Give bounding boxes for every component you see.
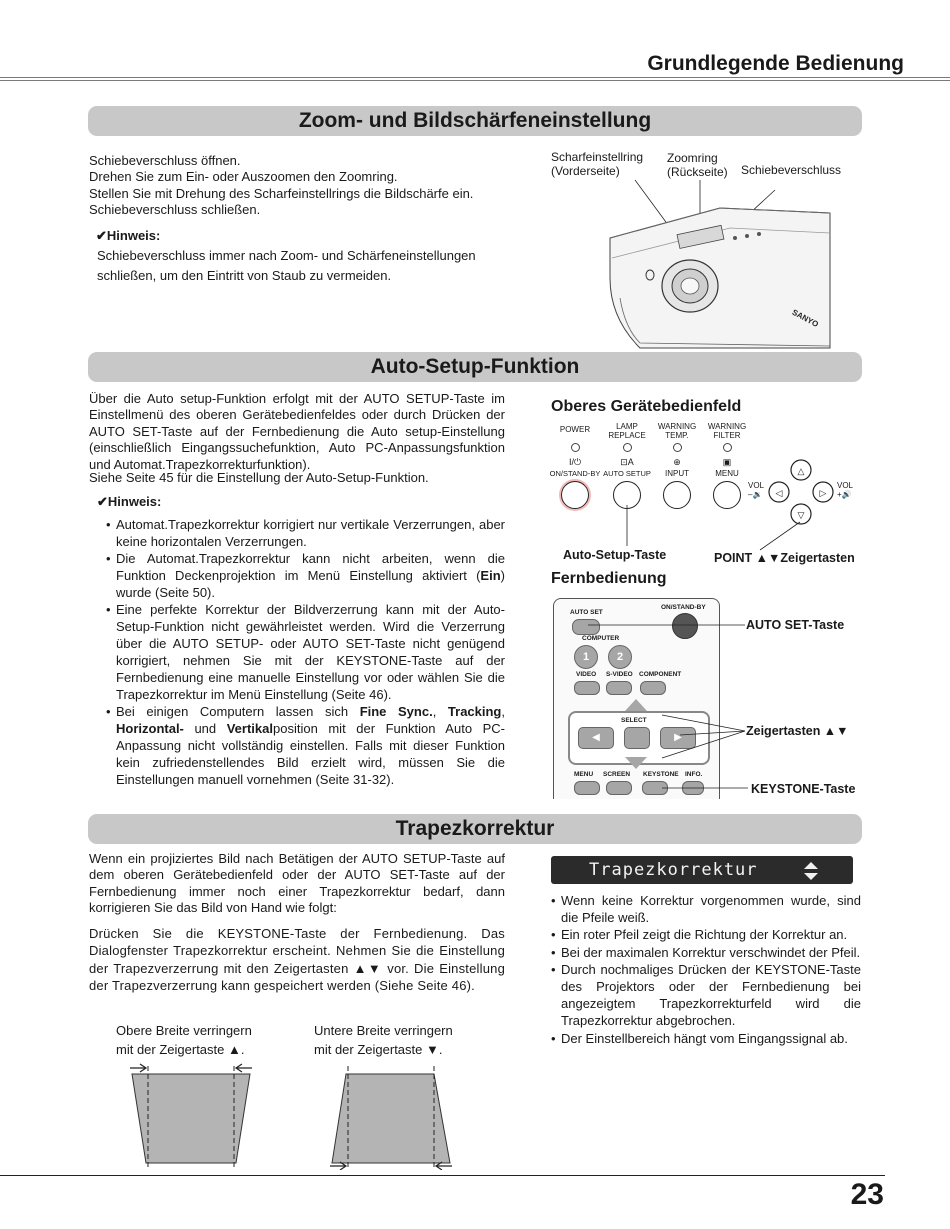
remote-heading: Fernbedienung [551,570,667,587]
keystone-bullet-4: • Durch nochmaliges Drücken der KEYSTONE-Taste des Projektors oder der Fernbedienung bei angezeigtem Trapezkorrekturfeld wird die Trapezkorrektur abgebrochen. [551,961,861,1030]
keystone-bullet-5: • Der Einstellbereich hängt vom Eingangssignal ab. [551,1030,861,1047]
remote-component-label: COMPONENT [639,671,682,678]
keystone-paragraph-1: Wenn ein projiziertes Bild nach Betätigen der AUTO SETUP-Taste auf dem oberen Gerätebedienfeld oder der AUTO SET-Taste auf der Fernbedienung immer noch einer Trapezkorrektur bedarf, dann korrigieren Sie das Bild von Hand wie folgt: [89,851,505,916]
indicator-power-label: POWER [559,425,591,434]
svg-text:◁: ◁ [775,488,783,498]
panel-heading: Oberes Gerätebedienfeld [551,398,742,415]
indicator-lamp-led [623,443,632,452]
autosetup-symbol: ⊡A [620,457,634,467]
keystone-bullet-2: • Ein roter Pfeil zeigt die Richtung der Korrektur an. [551,926,861,943]
indicator-lamp-label: LAMP REPLACE [608,422,646,440]
bullet-4: • Bei einigen Computern lassen sich Fine Sync., Tracking, Horizontal- und Vertikalposition mit der Funktion Auto PC-Anpassung nicht vollständig einstellen. Falls mit dieser Funktion kein zufriedenstellendes Bild erzielt wird, müssen Sie die Einstellungen manuell vornehmen (Seite 31-32). [106,703,505,788]
diagram-reduce-top [126,1060,256,1170]
zoom-step-3: Stellen Sie mit Drehung des Scharfeinstellrings die Bildschärfe ein. [89,185,474,201]
svg-text:▷: ▷ [819,488,827,498]
label-menu: MENU [715,469,739,478]
label-auto-setup: AUTO SETUP [603,469,651,478]
chapter-title: Grundlegende Bedienung [647,52,904,75]
vol-minus-label: VOL –🔉 [748,481,765,499]
label-input: INPUT [665,469,689,478]
remote-computer-label: COMPUTER [582,635,620,642]
callout-focus-ring: Scharfeinstellring (Vorderseite) [551,150,644,178]
indicator-power-led [571,443,580,452]
callout-shutter: Schiebeverschluss [741,163,842,177]
remote-info-label: INFO. [685,771,703,778]
section-title-auto-setup: Auto-Setup-Funktion [88,352,862,382]
indicator-temp-label: WARNING TEMP. [657,422,697,440]
keystone-bullets [551,892,861,1047]
bullet-2: • Die Automat.Trapezkorrektur kann nicht arbeiten, wenn die Funktion Deckenprojektion im Menü Einstellung aktiviert (Ein) wurde (Seite 50). [106,550,505,601]
remote-computer-1-button[interactable]: 1 [574,645,598,669]
remote-screen-label: SCREEN [603,771,631,778]
remote-computer-2-button[interactable]: 2 [608,645,632,669]
remote-left-button[interactable]: ◀ [578,727,614,749]
footer-rule [0,1175,885,1176]
on-standby-button[interactable] [561,481,589,509]
power-symbol: I/⏻ [568,457,582,467]
auto-setup-hint-label: ✔Hinweis: [97,494,162,509]
header-rule-bottom [0,80,950,81]
remote-menu-label: MENU [574,771,594,778]
section-title-keystone: Trapezkorrektur [88,814,862,844]
svg-text:△: △ [797,466,805,476]
zoom-step-1: Schiebeverschluss öffnen. [89,153,241,168]
remote-video-label: VIDEO [576,671,597,678]
arrow-left-icon [236,1064,252,1072]
label-auto-setup-key: Auto-Setup-Taste [563,548,667,562]
remote-auto-set-label: AUTO SET [570,609,603,616]
updown-arrows-icon [802,861,820,881]
label-point-keys: POINT ▲▼Zeigertasten [714,551,855,565]
zoom-step-2: Drehen Sie zum Ein- oder Auszoomen den Zoomring. [89,169,398,185]
zoom-steps [89,153,519,219]
indicator-filter-label: WARNING FILTER [707,422,747,440]
svg-text:▽: ▽ [797,510,805,520]
osd-label: Trapezkorrektur [589,860,758,880]
callout-arrow-keys: Zeigertasten ▲▼ [746,724,849,738]
keystone-bullet-3: • Bei der maximalen Korrektur verschwindet der Pfeil. [551,944,861,961]
zoom-hint-label: ✔Hinweis: [96,228,161,243]
zoom-step-4: Schiebeverschluss schließen. [89,202,261,218]
zoom-hint-text: Schiebeverschluss immer nach Zoom- und Schärfeneinstellungen schließen, um den Eintritt von Staub zu vermeiden. [97,248,476,283]
section-title-zoom: Zoom- und Bildschärfeneinstellung [88,106,862,136]
indicator-temp-led [673,443,682,452]
arrow-right-icon [130,1064,146,1072]
callout-keystone-key: KEYSTONE-Taste [751,782,856,796]
remote-leader-lines [570,618,750,798]
menu-symbol: ▣ [722,457,732,467]
auto-setup-bullets [106,516,505,788]
panel-leader-lines [620,500,810,552]
bullet-3: • Eine perfekte Korrektur der Bildverzerrung kann mit der Auto-Setup-Funktion nicht gewährleistet werden. Wird die Verzerrung über die AUTO SETUP- oder AUTO SET-Taste nicht genügend korrigiert, nehmen Sie mit der KEYSTONE-Taste auf der Fernbedienung eine manuelle Einstellung vor oder wählen Sie die Trapezkorrektur im Menü Einstellung (Seite 46). [106,601,505,703]
header-rule-top [0,77,950,78]
remote-select-label: SELECT [621,717,647,724]
auto-setup-intro: Über die Auto setup-Funktion erfolgt mit der AUTO SETUP-Taste im Einstellmenü des oberen Gerätebedienfeldes oder durch Drücken der AUTO SET-Taste auf der Fernbedienung die Auto setup-Einstellung (einschließlich Eingangssuchefunktion, Auto PC-Anpassungsfunktion und Automat.Trapezkorrekturfunktion). [89,391,505,472]
remote-right-button[interactable]: ▶ [660,727,696,749]
page-number: 23 [850,1178,884,1211]
brand-logo: SANYO [790,307,820,330]
keystone-bullet-1: • Wenn keine Korrektur vorgenommen wurde, sind die Pfeile weiß. [551,892,861,926]
remote-svideo-label: S-VIDEO [606,671,633,678]
callout-auto-set-key: AUTO SET-Taste [746,618,845,632]
callout-zoom-ring: Zoomring (Rückseite) [667,151,728,179]
indicator-filter-led [723,443,732,452]
remote-keystone-label: KEYSTONE [643,771,679,778]
keystone-paragraph-2: Drücken Sie die KEYSTONE-Taste der Fernbedienung. Das Dialogfenster Trapezkorrektur erscheint. Nehmen Sie die Einstellung der Trapezverzerrung mit den Zeigertasten ▲▼ vor. Die Einstellung der Trapezverzerrung kann gespeichert werden (Siehe Seite 46). [89,926,505,993]
auto-setup-see-page: Siehe Seite 45 für die Einstellung der Auto-Setup-Funktion. [89,470,429,485]
projector-illustration [600,178,840,350]
label-on-standby: ON/STAND-BY [549,469,601,478]
caption-top-width: Obere Breite verringern mit der Zeigertaste ▲. [116,1023,252,1057]
bullet-1: • Automat.Trapezkorrektur korrigiert nur vertikale Verzerrungen, aber keine horizontalen Verzerrungen. [106,516,505,550]
vol-plus-label: VOL +🔊 [837,481,854,499]
input-symbol: ⊕ [673,457,681,467]
caption-bottom-width: Untere Breite verringern mit der Zeigertaste ▼. [314,1023,453,1057]
remote-on-standby-label: ON/STAND-BY [661,604,706,611]
diagram-reduce-bottom [326,1060,456,1170]
